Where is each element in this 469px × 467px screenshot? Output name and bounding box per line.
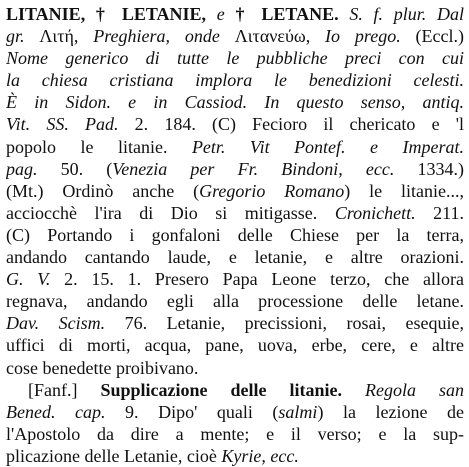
body-text: popolo le litanie. [6,136,192,157]
entry-line [6,91,464,113]
entry-line [6,379,464,401]
body-text: Λιτή, [39,26,94,47]
italic-text: Vit. SS. Pad. [6,114,119,135]
entry-line [6,3,464,25]
italic-text: Petr. Vit Pontef. e Imperat. [191,136,464,157]
body-text: [Fanf.] [28,379,101,400]
body-text: ) la lezione de [317,401,464,422]
entry-line [6,180,464,202]
entry-line [6,312,464,334]
italic-text: Bened. cap. [6,401,106,422]
entry-line [6,158,464,180]
bold-text: Supplicazione delle litanie. [100,379,342,400]
italic-text: Venezia per Fr. Bindoni, ecc. [112,158,395,179]
entry-line [6,136,464,158]
entry-line [6,69,464,91]
body-text: 2. 15. 1. Presero Papa Leone terzo, che allora [50,269,464,290]
italic-text: Nome generico di tutte le pubbliche preci con cui [6,48,464,69]
body-text: uffici di morti, acqua, pane, uova, erbe, cere, e altre [6,335,464,356]
body-text [342,380,365,400]
entry-line [6,202,464,224]
italic-text: Io prego. [325,26,401,47]
body-text: regnava, andando egli alla processione delle letane. [6,291,464,312]
italic-text: pag. [6,158,38,179]
italic-text: Cronichett. [334,202,416,223]
italic-text: È in Sidon. e in Cassiod. In questo senso, antiq. [6,92,464,113]
bold-text: LITANIE, † LETANIE, [6,4,217,24]
entry-line [6,401,464,423]
body-text: l'Apostolo da dire a mente; e il verso; e la sup- [6,423,464,444]
italic-text: e [216,4,225,24]
italic-text: Dav. Scism. [6,313,106,334]
entry-line [6,423,464,445]
italic-text: Kyrie, ecc. [221,445,299,466]
entry-line [6,224,464,246]
body-text: 1334.) [394,158,464,179]
body-text: (C) Portando i gonfaloni delle Chiese per la terra, [6,224,464,245]
entry-line [6,47,464,69]
italic-text: S. f. plur. Dal [349,4,464,24]
body-text: ) le litanie..., [344,180,464,201]
body-text: (Mt.) Ordinò anche ( [6,180,200,201]
body-text: 2. 184. (C) Fecioro il chericato e 'l [118,114,464,135]
body-text: 211. [415,202,464,223]
body-text: (Eccl.) [400,26,464,47]
italic-text: Gregorio Romano [199,180,345,201]
entry-line [6,357,464,379]
italic-text: gr. [6,26,40,47]
entry-line [6,268,464,290]
entry-line [6,25,464,47]
italic-text: la chiesa cristiana implora le benedizioni celesti. [6,70,464,91]
italic-text: G. V. [6,269,51,290]
entry-line [6,334,464,356]
body-text: 76. Letanie, precissioni, rosai, esequie, [105,313,464,334]
body-text: cose benedette proibivano. [6,357,199,378]
body-text: andando cantando laude, e letanie, e altre orazioni. [6,247,464,268]
body-text: 50. ( [37,158,113,179]
entry-line [6,445,464,467]
entry-line [6,246,464,268]
entry-line [6,290,464,312]
body-text: Λιτανεύω, [234,26,326,47]
italic-text: salmi [278,401,318,422]
italic-text: Regola san [365,379,464,400]
entry-line [6,113,464,135]
body-text: plicazione delle Letanie, cioè [6,445,222,466]
body-text: acciocchè l'ira di Dio si mitigasse. [6,202,335,223]
italic-text: Preghiera, onde [93,26,235,47]
body-text: 9. Dipo' quali ( [105,401,279,422]
bold-text: † LETANE. [224,4,350,24]
